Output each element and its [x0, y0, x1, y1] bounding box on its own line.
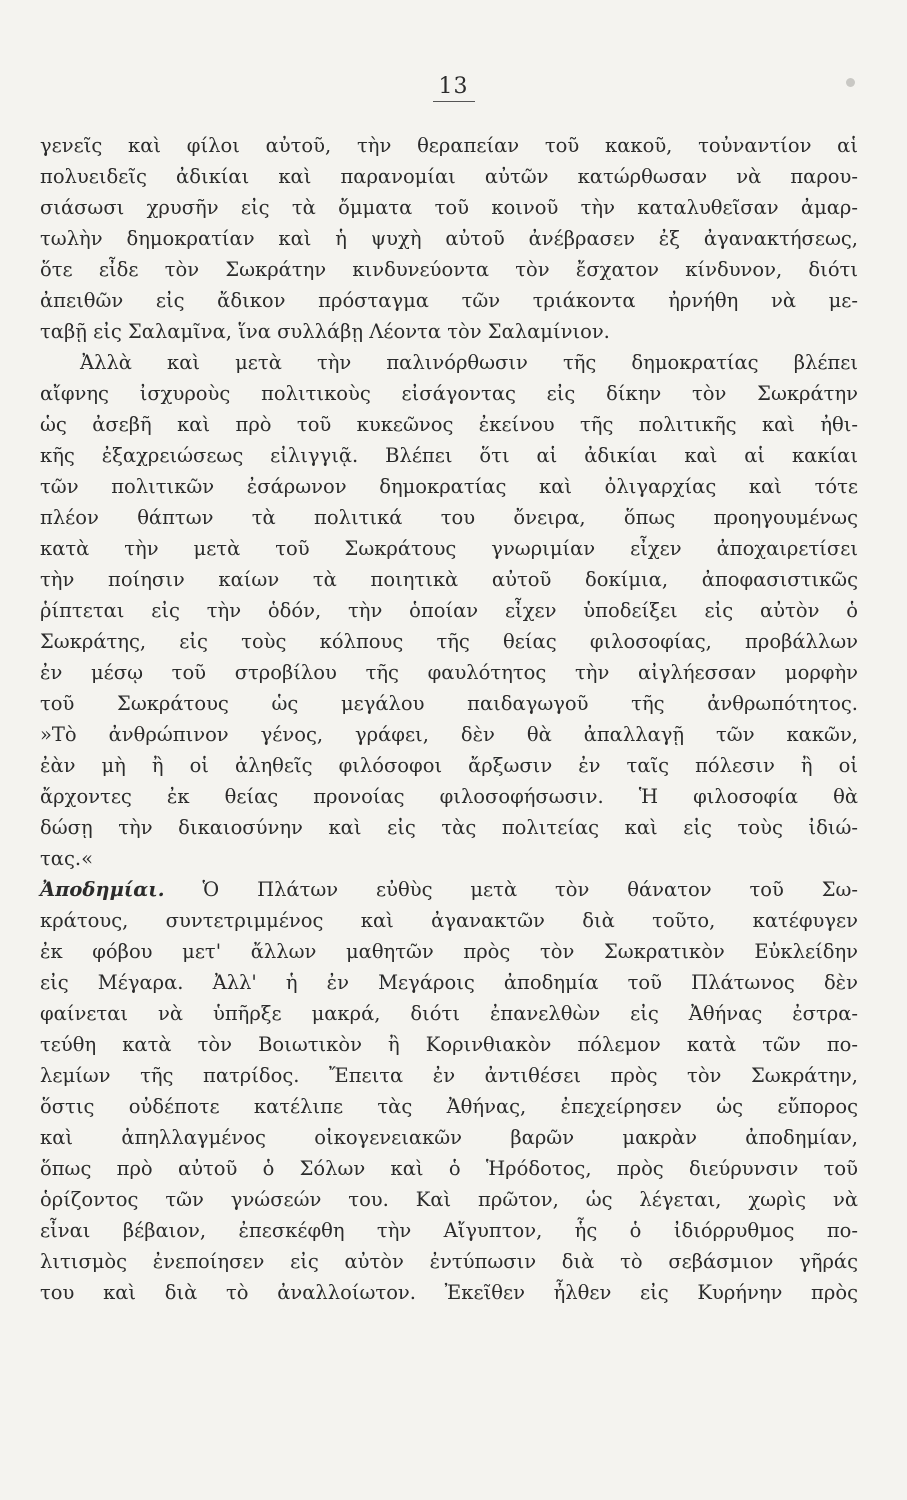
- text-line-content: τοῦ Σωκράτους ὡς μεγάλου παιδαγωγοῦ τῆς ἀνθρωπότητος.: [40, 692, 858, 715]
- text-line: [40, 502, 858, 533]
- page-number: [0, 74, 907, 102]
- page-number-text: 13: [433, 74, 475, 102]
- text-line: [40, 874, 858, 905]
- text-line-content: ῥίπτεται εἰς τὴν ὁδόν, τὴν ὁποίαν εἶχεν ὑποδείξει εἰς αὐτὸν ὁ: [40, 599, 858, 622]
- text-line: [40, 1153, 858, 1184]
- text-line: [40, 223, 858, 254]
- text-line: [40, 1215, 858, 1246]
- text-line-content: πολυειδεῖς ἀδικίαι καὶ παρανομίαι αὐτῶν κατώρθωσαν νὰ παρου-: [40, 165, 858, 188]
- text-line-content: ὡς ἀσεβῆ καὶ πρὸ τοῦ κυκεῶνος ἐκείνου τῆς πολιτικῆς καὶ ἠθι-: [40, 413, 858, 436]
- text-line: [40, 781, 858, 812]
- text-line: [40, 905, 858, 936]
- text-line-content: τας.«: [40, 847, 94, 870]
- body-text: [40, 130, 858, 1308]
- text-line-content: τῶν πολιτικῶν ἐσάρωνον δημοκρατίας καὶ ὀλιγαρχίας καὶ τότε: [40, 475, 858, 498]
- text-line: [40, 719, 858, 750]
- text-line: [40, 1091, 858, 1122]
- text-line-content: πλέον θάπτων τὰ πολιτικά του ὄνειρα, ὅπως προηγουμένως: [40, 506, 858, 529]
- text-line: [40, 564, 858, 595]
- text-line: [40, 595, 858, 626]
- section-heading: Ἀποδημίαι.: [40, 878, 165, 901]
- text-line-content: εἰς Μέγαρα. Ἀλλ' ἡ ἐν Μεγάροις ἀποδημία τοῦ Πλάτωνος δὲν: [40, 971, 858, 994]
- text-line-content: εἶναι βέβαιον, ἐπεσκέφθη τὴν Αἴγυπτον, ἧς ὁ ἰδιόρρυθμος πο-: [40, 1219, 858, 1242]
- text-line-content: τωλὴν δημοκρατίαν καὶ ἡ ψυχὴ αὐτοῦ ἀνέβρασεν ἐξ ἀγανακτήσεως,: [40, 227, 858, 250]
- text-line: [40, 1277, 858, 1308]
- text-line-content: ταβῇ εἰς Σαλαμῖνα, ἵνα συλλάβῃ Λέοντα τὸν Σαλαμίνιον.: [40, 320, 610, 343]
- text-line: [40, 1246, 858, 1277]
- text-line-content: ὅστις οὐδέποτε κατέλιπε τὰς Ἀθήνας, ἐπεχείρησεν ὡς εὔπορος: [40, 1095, 858, 1118]
- text-line: [40, 378, 858, 409]
- text-line: [40, 161, 858, 192]
- text-line-content: κῆς ἐξαχρειώσεως εἰλιγγιᾷ. Βλέπει ὅτι αἱ ἀδικίαι καὶ αἱ κακίαι: [40, 444, 858, 467]
- text-line: [40, 1184, 858, 1215]
- text-line-content: Σωκράτης, εἰς τοὺς κόλπους τῆς θείας φιλοσοφίας, προβάλλων: [40, 630, 858, 653]
- text-line: [40, 812, 858, 843]
- text-line-content: »Τὸ ἀνθρώπινον γένος, γράφει, δὲν θὰ ἀπαλλαγῇ τῶν κακῶν,: [40, 723, 858, 746]
- text-line: [40, 254, 858, 285]
- paper-speck: [846, 78, 855, 87]
- text-line: [40, 1122, 858, 1153]
- text-line: [40, 1029, 858, 1060]
- text-line-content: Ὁ Πλάτων εὐθὺς μετὰ τὸν θάνατον τοῦ Σω-: [164, 878, 858, 901]
- text-line: [40, 316, 858, 347]
- text-line-content: φαίνεται νὰ ὑπῆρξε μακρά, διότι ἐπανελθὼν εἰς Ἀθήνας ἐστρα-: [40, 1002, 858, 1025]
- text-line-content: τὴν ποίησιν καίων τὰ ποιητικὰ αὐτοῦ δοκίμια, ἀποφασιστικῶς: [40, 568, 858, 591]
- text-line: [40, 657, 858, 688]
- text-line-content: Ἀλλὰ καὶ μετὰ τὴν παλινόρθωσιν τῆς δημοκρατίας βλέπει: [80, 351, 858, 374]
- text-line-content: λεμίων τῆς πατρίδος. Ἔπειτα ἐν ἀντιθέσει πρὸς τὸν Σωκράτην,: [40, 1064, 858, 1087]
- text-line: [40, 471, 858, 502]
- text-line-content: ἄρχοντες ἐκ θείας προνοίας φιλοσοφήσωσιν. Ἡ φιλοσοφία θὰ: [40, 785, 858, 808]
- text-line-content: γενεῖς καὶ φίλοι αὐτοῦ, τὴν θεραπείαν τοῦ κακοῦ, τοὐναντίον αἱ: [40, 134, 858, 157]
- text-line-content: του καὶ διὰ τὸ ἀναλλοίωτον. Ἐκεῖθεν ἦλθεν εἰς Κυρήνην πρὸς: [40, 1281, 858, 1304]
- text-line: [40, 347, 858, 378]
- text-line: [40, 688, 858, 719]
- text-line: [40, 967, 858, 998]
- text-line-content: ἀπειθῶν εἰς ἄδικον πρόσταγμα τῶν τριάκοντα ἠρνήθη νὰ με-: [40, 289, 858, 312]
- text-line: [40, 130, 858, 161]
- text-line-content: καὶ ἀπηλλαγμένος οἰκογενειακῶν βαρῶν μακρὰν ἀποδημίαν,: [40, 1126, 858, 1149]
- text-line-content: λιτισμὸς ἐνεποίησεν εἰς αὐτὸν ἐντύπωσιν διὰ τὸ σεβάσμιον γῆράς: [40, 1250, 858, 1273]
- text-line: [40, 843, 858, 874]
- text-line-content: τεύθη κατὰ τὸν Βοιωτικὸν ἢ Κορινθιακὸν πόλεμον κατὰ τῶν πο-: [40, 1033, 858, 1056]
- text-line: [40, 936, 858, 967]
- text-line: [40, 285, 858, 316]
- text-line: [40, 1060, 858, 1091]
- text-line-content: κράτους, συντετριμμένος καὶ ἀγανακτῶν διὰ τοῦτο, κατέφυγεν: [40, 909, 858, 932]
- text-line: [40, 626, 858, 657]
- text-line-content: δώσῃ τὴν δικαιοσύνην καὶ εἰς τὰς πολιτείας καὶ εἰς τοὺς ἰδιώ-: [40, 816, 858, 839]
- text-line-content: ἐκ φόβου μετ' ἄλλων μαθητῶν πρὸς τὸν Σωκρατικὸν Εὐκλείδην: [40, 940, 858, 963]
- text-line-content: κατὰ τὴν μετὰ τοῦ Σωκράτους γνωριμίαν εἶχεν ἀποχαιρετίσει: [40, 537, 858, 560]
- text-line: [40, 998, 858, 1029]
- text-line: [40, 192, 858, 223]
- text-line: [40, 750, 858, 781]
- text-line-content: αἴφνης ἰσχυροὺς πολιτικοὺς εἰσάγοντας εἰς δίκην τὸν Σωκράτην: [40, 382, 858, 405]
- text-line-content: ὁρίζοντος τῶν γνώσεών του. Καὶ πρῶτον, ὡς λέγεται, χωρὶς νὰ: [40, 1188, 858, 1211]
- text-line-content: ἐν μέσῳ τοῦ στροβίλου τῆς φαυλότητος τὴν αἰγλήεσσαν μορφὴν: [40, 661, 858, 684]
- text-line-content: ἐὰν μὴ ἢ οἱ ἀληθεῖς φιλόσοφοι ἄρξωσιν ἐν ταῖς πόλεσιν ἢ οἱ: [40, 754, 858, 777]
- text-line-content: ὅτε εἶδε τὸν Σωκράτην κινδυνεύοντα τὸν ἔσχατον κίνδυνον, διότι: [40, 258, 858, 281]
- text-line: [40, 533, 858, 564]
- text-line: [40, 440, 858, 471]
- text-line-content: ὅπως πρὸ αὐτοῦ ὁ Σόλων καὶ ὁ Ἡρόδοτος, πρὸς διεύρυνσιν τοῦ: [40, 1157, 858, 1180]
- text-line: [40, 409, 858, 440]
- text-line-content: σιάσωσι χρυσῆν εἰς τὰ ὄμματα τοῦ κοινοῦ τὴν καταλυθεῖσαν ἀμαρ-: [40, 196, 858, 219]
